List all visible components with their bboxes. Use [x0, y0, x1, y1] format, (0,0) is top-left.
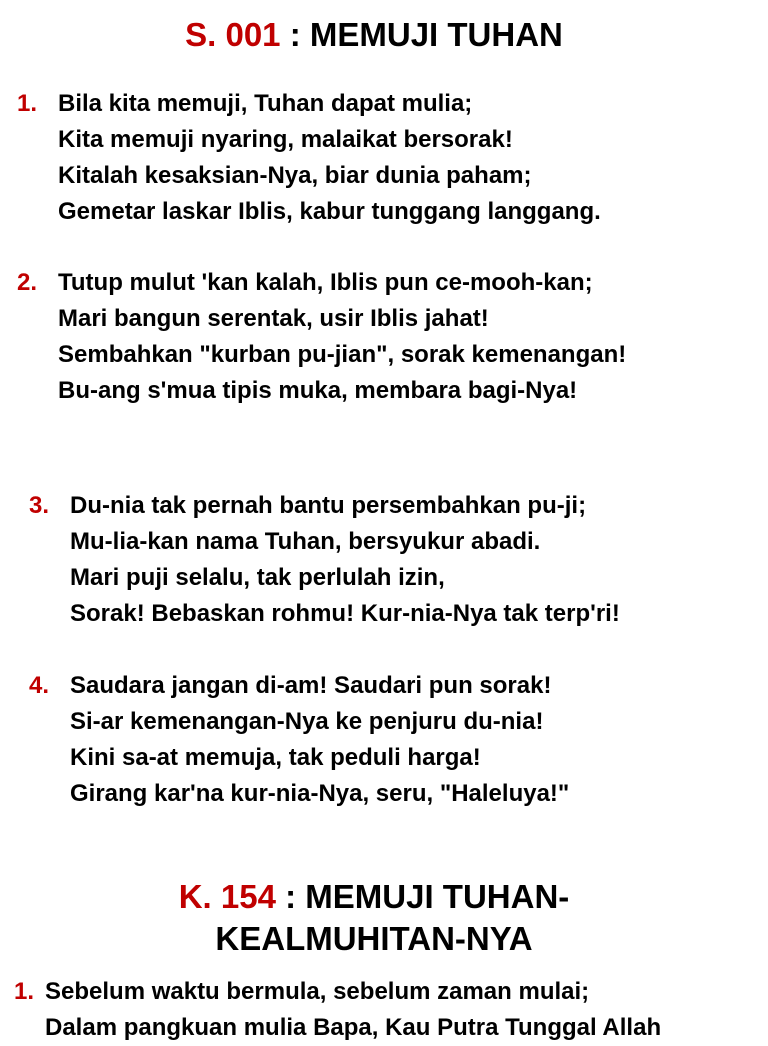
- verse-line: Kita memuji nyaring, malaikat bersorak!: [58, 126, 513, 153]
- verse: [17, 265, 626, 409]
- verse-line: Sebelum waktu bermula, sebelum zaman mulai;: [45, 978, 590, 1005]
- verse-line: Sorak! Bebaskan rohmu! Kur-nia-Nya tak terp'ri!: [70, 600, 620, 627]
- title-separator: :: [280, 16, 310, 53]
- verse-number: 3.: [29, 492, 50, 519]
- verse-line: Mari bangun serentak, usir Iblis jahat!: [58, 305, 489, 332]
- verse-number: 1.: [17, 90, 38, 117]
- verse: [17, 86, 601, 230]
- song-title: [10, 16, 738, 54]
- verse-line: Gemetar laskar Iblis, kabur tunggang langgang.: [58, 198, 601, 225]
- song-title-line-2: [10, 920, 738, 958]
- verse-line: Kitalah kesaksian-Nya, biar dunia paham;: [58, 162, 532, 189]
- verse-line: Mu-lia-kan nama Tuhan, bersyukur abadi.: [70, 528, 541, 555]
- song-title-text: MEMUJI TUHAN: [309, 16, 563, 53]
- verse-line: Saudara jangan di-am! Saudari pun sorak!: [70, 672, 552, 699]
- verse-line: Dalam pangkuan mulia Bapa, Kau Putra Tunggal Allah: [45, 1014, 662, 1041]
- song-title-text: KEALMUHITAN-NYA: [215, 920, 533, 957]
- verse-line: Bu-ang s'mua tipis muka, membara bagi-Nya!: [58, 377, 578, 404]
- verse: [14, 974, 661, 1046]
- verse-line: Du-nia tak pernah bantu persembahkan pu-ji;: [70, 492, 587, 519]
- verse-line: Kini sa-at memuja, tak peduli harga!: [70, 744, 481, 771]
- verse-number: 4.: [29, 672, 50, 699]
- song-title-text: MEMUJI TUHAN-: [305, 878, 570, 915]
- verse-line: Sembahkan "kurban pu-jian", sorak kemenangan!: [58, 341, 627, 368]
- verse-line: Mari puji selalu, tak perlulah izin,: [70, 564, 445, 591]
- verse-number: 1.: [14, 978, 35, 1005]
- verse-line: Si-ar kemenangan-Nya ke penjuru du-nia!: [70, 708, 544, 735]
- verse: [29, 488, 620, 632]
- verse: [29, 668, 569, 812]
- verse-line: Girang kar'na kur-nia-Nya, seru, "Haleluya!": [70, 780, 570, 807]
- song-number: S. 001: [185, 16, 281, 53]
- verse-number: 2.: [17, 269, 38, 296]
- song-title: [10, 878, 738, 916]
- verse-line: Tutup mulut 'kan kalah, Iblis pun ce-mooh-kan;: [58, 269, 593, 296]
- title-separator: :: [275, 878, 306, 915]
- song-number: K. 154: [178, 878, 276, 915]
- verse-line: Bila kita memuji, Tuhan dapat mulia;: [58, 90, 473, 117]
